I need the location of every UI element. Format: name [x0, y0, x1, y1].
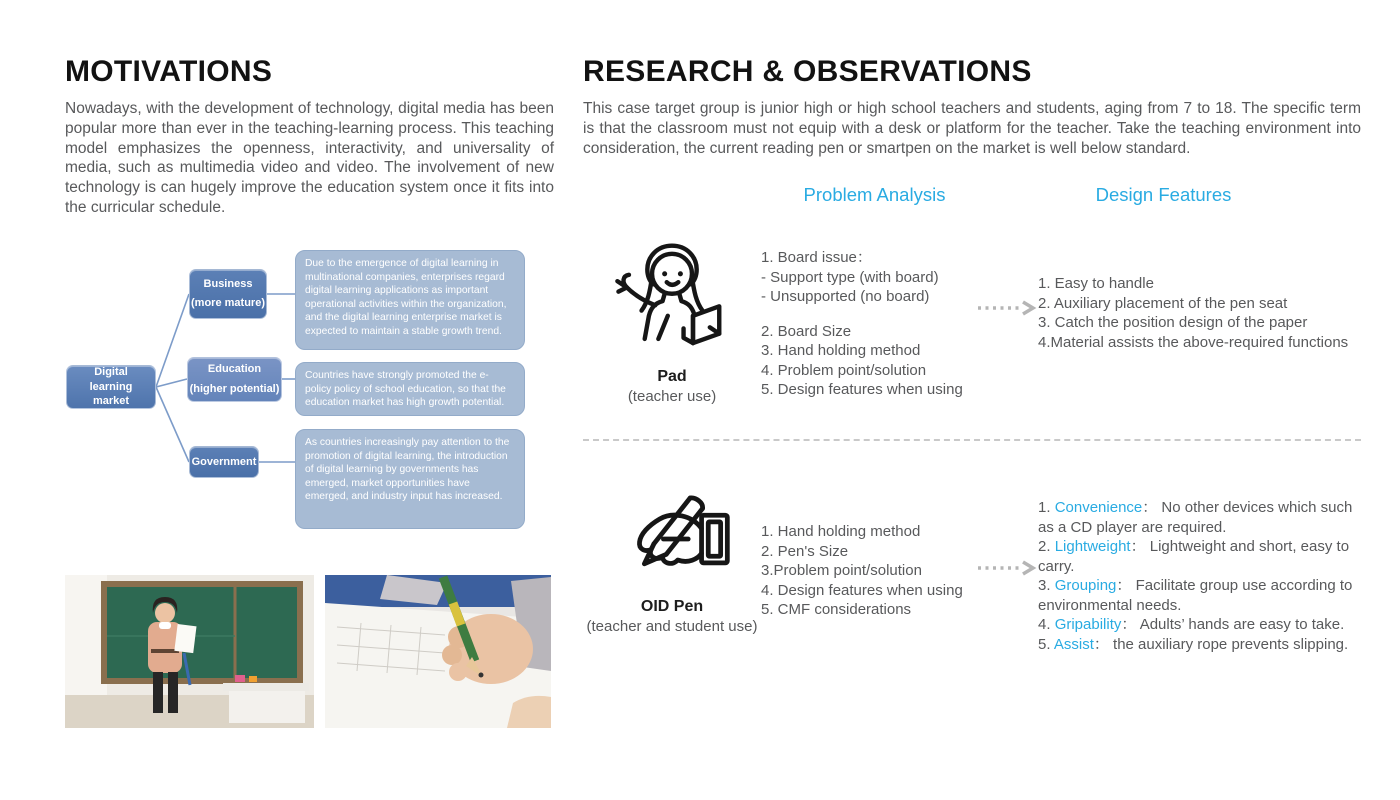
list-item: 4. Problem point/solution [761, 361, 927, 379]
list-item: 2. Board Size [761, 322, 852, 340]
reference-photos [65, 575, 554, 728]
list-item: 2. Lightweight： Lightweight and short, easy to carry. [1038, 538, 1350, 575]
digital-learning-market-diagram [65, 248, 554, 533]
diagram-desc-education: Countries have strongly promoted the e-policy policy of school education, so that the education market has high growth potential. [295, 362, 525, 416]
pen-arrow-cell [976, 454, 1038, 654]
teacher-holding-pad-icon [609, 236, 735, 362]
list-item: 4. Gripability： Adults’ hands are easy to take. [1038, 616, 1345, 634]
list-item: 2. Pen's Size [761, 542, 849, 560]
list-item: 4. Design features when using [761, 581, 963, 599]
list-item: 5. CMF considerations [761, 601, 912, 619]
research-section [583, 55, 1361, 654]
diagram-desc-government: As countries increasingly pay attention to the promotion of digital learning, the introduction of digital learning by governments has emerged, market opportunities have emerged, and industry input has increased. [295, 429, 525, 529]
pad-arrow-cell [976, 212, 1038, 405]
pad-user-label: (teacher use) [627, 388, 717, 406]
list-item: 1. Convenience： No other devices which such as a CD player are required. [1038, 499, 1353, 536]
list-item: 1. Easy to handle [1038, 275, 1154, 293]
feature-keyword: Convenience [1054, 499, 1143, 517]
research-intro: This case target group is junior high or high school teachers and students, aging from 7 to 18. The specific term is that the classroom must not equip with a desk or platform for the teacher. Take the teaching environment into consideration, the current reading pen or smartpen on the market is well below standard. [583, 100, 1361, 157]
dashed-divider [583, 439, 1361, 441]
list-item: 1. Hand holding method [761, 523, 921, 541]
feature-keyword: Grouping [1054, 577, 1117, 595]
list-item: - Support type (with board) [761, 268, 939, 286]
design-features-header: Design Features [1095, 184, 1232, 206]
dotted-arrow-icon [976, 560, 1038, 576]
child-hand-writing-photo [325, 575, 551, 728]
list-item: 1. Board issue： [761, 249, 872, 267]
analysis-column-headers [583, 184, 1361, 206]
motivations-intro: Nowadays, with the development of technology, digital media has been popular more than ever in the teaching-learning process. This teaching model emphasizes the openness, interactivity, and universality of media, such as multimedia video and video. The involvement of new technology is can hugely improve the education system once it fits into the curricular schedule. [65, 100, 554, 217]
diagram-desc-business: Due to the emergence of digital learning in multinational companies, enterprises regard digital learning applications as important operational activities within the organization, and the digital learning enterprise market is expected to maintain a stable growth trend. [295, 250, 525, 350]
diagram-node-root: Digital learning market [66, 365, 156, 409]
list-item: 3.Problem point/solution [761, 562, 922, 580]
feature-keyword: Assist [1053, 635, 1094, 653]
pen-user-label: (teacher and student use) [586, 618, 758, 636]
list-item: 2. Auxiliary placement of the pen seat [1038, 294, 1288, 312]
list-item: 3. Grouping： Facilitate group use according to environmental needs. [1038, 577, 1353, 614]
pen-icon-block [583, 454, 761, 654]
pad-icon-block [583, 212, 761, 405]
list-item: 5. Assist： the auxiliary rope prevents slipping. [1038, 635, 1349, 653]
problem-analysis-header: Problem Analysis [803, 184, 946, 206]
pad-analysis-row [583, 212, 1361, 405]
pad-label: Pad [657, 368, 687, 386]
feature-keyword: Lightweight [1054, 538, 1131, 556]
list-item: 3. Catch the position design of the paper [1038, 314, 1308, 332]
diagram-node-government: Government [189, 446, 259, 478]
classroom-teacher-photo [65, 575, 314, 728]
motivations-section [65, 55, 554, 728]
hand-holding-pen-icon [610, 488, 734, 592]
pad-problem-list [761, 212, 976, 405]
pen-label: OID Pen [640, 598, 704, 616]
motivations-title: MOTIVATIONS [65, 55, 273, 88]
diagram-node-business: Business (more mature) [189, 269, 267, 319]
list-item: 5. Design features when using [761, 381, 963, 399]
pen-problem-list [761, 454, 976, 654]
pen-analysis-row [583, 454, 1361, 654]
list-item: - Unsupported (no board) [761, 288, 930, 306]
diagram-node-education: Education (higher potential) [187, 357, 282, 402]
pen-features-list [1038, 454, 1361, 654]
research-title: RESEARCH & OBSERVATIONS [583, 55, 1032, 88]
pad-features-list [1038, 212, 1361, 405]
dotted-arrow-icon [976, 300, 1038, 316]
list-item: 4.Material assists the above-required functions [1038, 333, 1349, 351]
feature-keyword: Gripability [1054, 616, 1122, 634]
list-item: 3. Hand holding method [761, 342, 921, 360]
